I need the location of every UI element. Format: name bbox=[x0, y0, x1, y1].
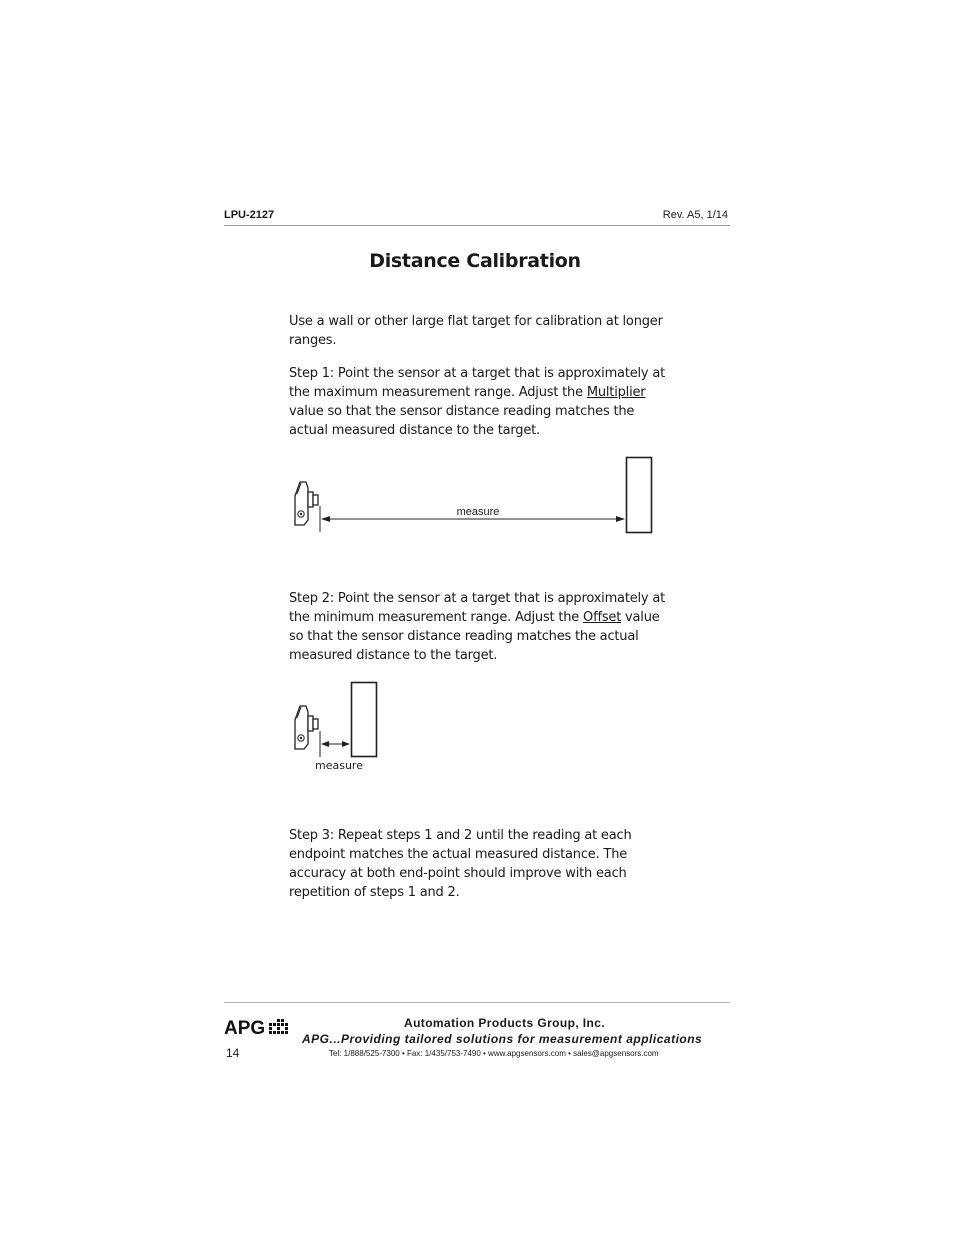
step1-text-end: value so that the sensor distance reading matches the actual measured distance to the target. bbox=[289, 404, 635, 438]
step1-text-start: Step 1: Point the sensor at a target that is approximately at the maximum measurement range. Adjust the bbox=[289, 366, 666, 400]
figure-max-range bbox=[288, 450, 668, 545]
arrow-head-right bbox=[342, 741, 350, 747]
arrow-head-left bbox=[321, 741, 329, 747]
target-wall bbox=[627, 458, 652, 533]
arrow-head-right bbox=[616, 516, 625, 522]
company-tagline: APG...Providing tailored solutions for measurement applications bbox=[302, 1032, 703, 1046]
step2-text-end: value so that the sensor distance reading matches the actual measured distance to the target. bbox=[289, 610, 660, 663]
step3-paragraph: Step 3: Repeat steps 1 and 2 until the reading at each endpoint matches the actual measured distance. The accuracy at both end-point should improve with each repetition of steps 1 and 2. bbox=[289, 828, 632, 900]
measure-label: measure bbox=[456, 506, 500, 518]
target-wall bbox=[352, 683, 377, 757]
step2-paragraph bbox=[289, 589, 669, 665]
header-rule bbox=[224, 225, 730, 226]
company-name: Automation Products Group, Inc. bbox=[404, 1016, 606, 1030]
intro-paragraph: Use a wall or other large flat target for calibration at longer ranges. bbox=[289, 314, 663, 348]
arrow-head-left bbox=[321, 516, 330, 522]
footer-rule bbox=[224, 1002, 730, 1003]
document-id: LPU-2127 bbox=[224, 209, 275, 221]
contact-info: Tel: 1/888/525-7300 • Fax: 1/435/753-7490 • www.apgsensors.com • sales@apgsensors.com bbox=[329, 1049, 659, 1058]
step2-keyword: Offset bbox=[583, 610, 622, 625]
svg-text:APG: APG bbox=[224, 1018, 266, 1039]
measure-label: measure bbox=[315, 759, 363, 772]
step1-keyword: Multiplier bbox=[586, 385, 646, 400]
sensor-icon bbox=[295, 706, 318, 749]
sensor-icon bbox=[295, 482, 318, 525]
figure-min-range bbox=[288, 676, 408, 776]
step2-text-start: Step 2: Point the sensor at a target that is approximately at the minimum measurement range. Adjust the bbox=[289, 591, 666, 625]
revision-label: Rev. A5, 1/14 bbox=[662, 209, 728, 221]
step1-paragraph bbox=[289, 364, 669, 440]
page-number: 14 bbox=[226, 1046, 240, 1060]
page-title: Distance Calibration bbox=[369, 250, 581, 272]
apg-logo bbox=[224, 1013, 294, 1039]
